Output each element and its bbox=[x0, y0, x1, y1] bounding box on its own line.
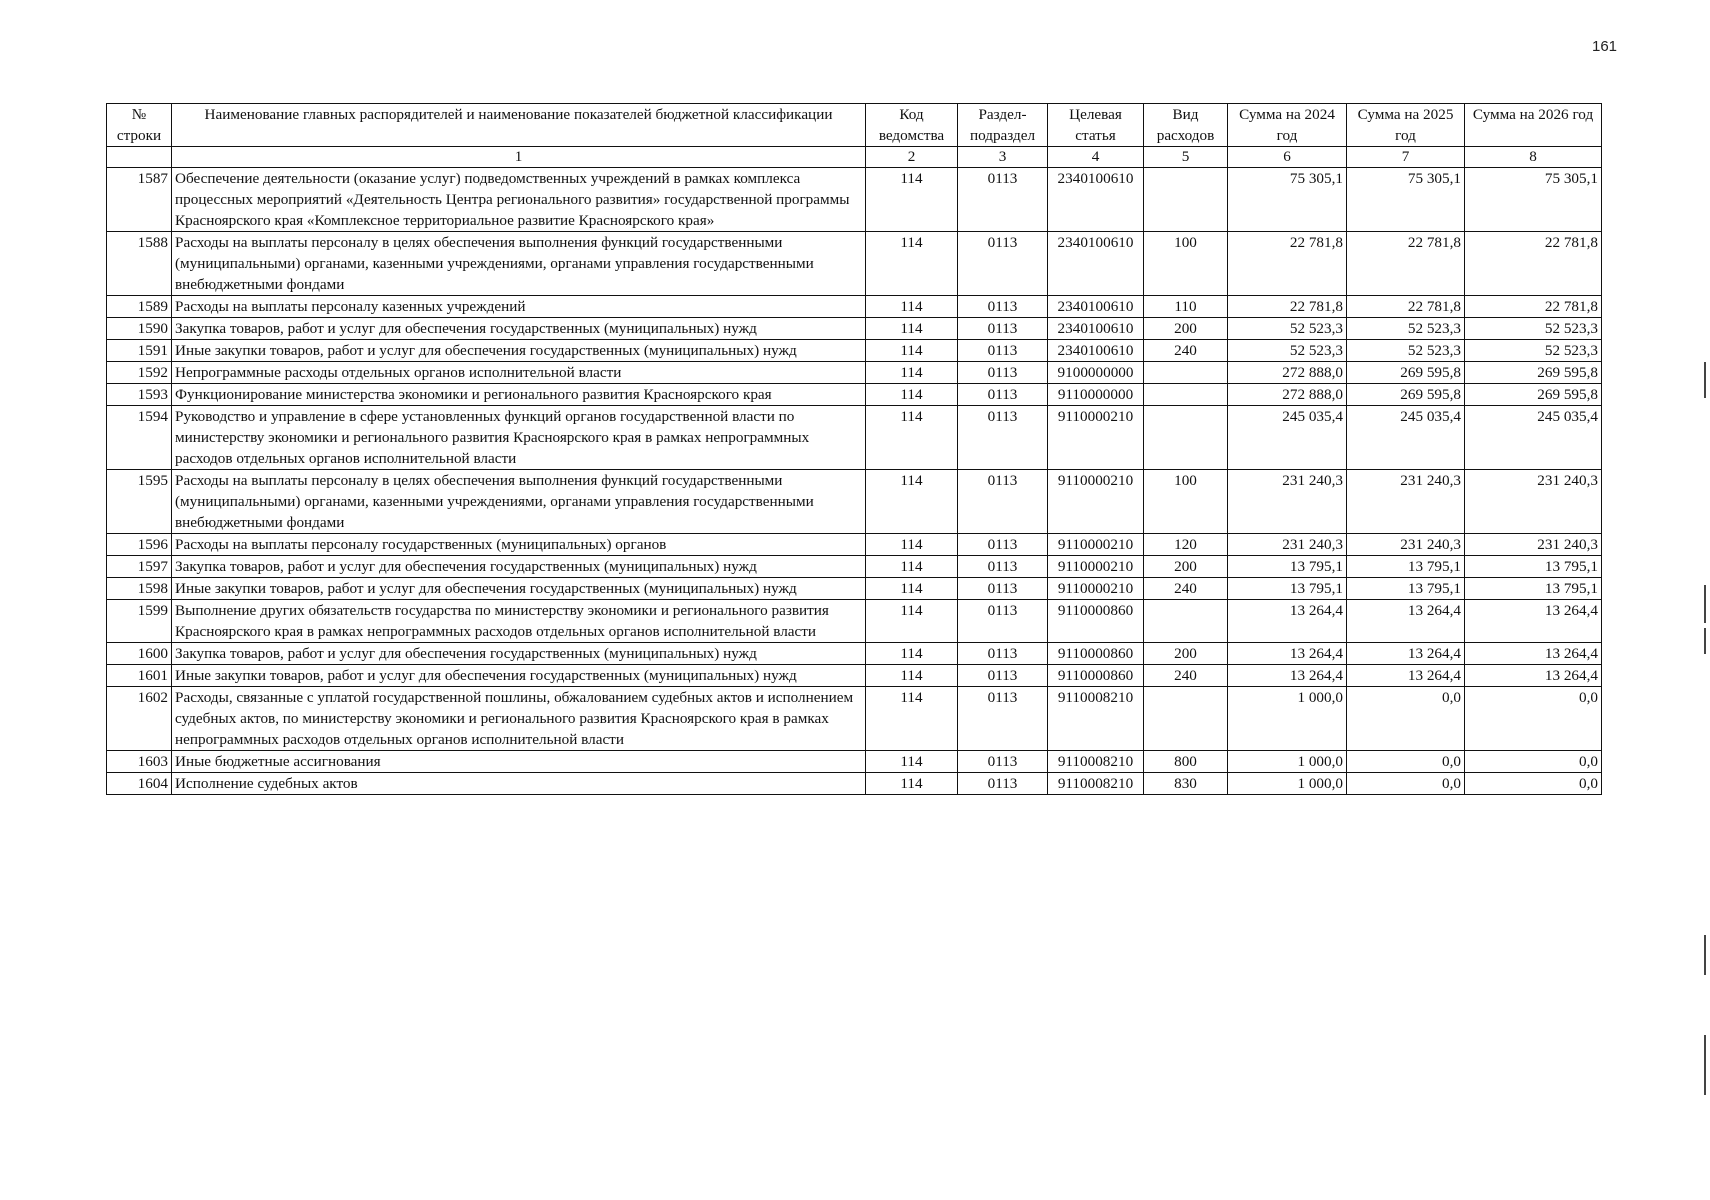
row-name: Исполнение судебных актов bbox=[172, 773, 866, 795]
table-row bbox=[107, 643, 1602, 665]
target-code: 9110000210 bbox=[1048, 578, 1144, 600]
row-number: 1603 bbox=[107, 751, 172, 773]
row-name: Выполнение других обязательств государства по министерству экономики и регионального развития Красноярского края в рамках непрограммных расходов отдельных органов исполнительной власти bbox=[172, 600, 866, 643]
sum-2025: 13 795,1 bbox=[1347, 578, 1465, 600]
sum-2024: 231 240,3 bbox=[1228, 470, 1347, 534]
header-sum-2025: Сумма на 2025 год bbox=[1347, 104, 1465, 147]
sum-2025: 52 523,3 bbox=[1347, 318, 1465, 340]
row-number: 1594 bbox=[107, 406, 172, 470]
sum-2025: 0,0 bbox=[1347, 773, 1465, 795]
header-name: Наименование главных распорядителей и наименование показателей бюджетной классификации bbox=[172, 104, 866, 147]
sum-2025: 22 781,8 bbox=[1347, 232, 1465, 296]
sum-2026: 13 795,1 bbox=[1465, 556, 1602, 578]
target-code: 2340100610 bbox=[1048, 232, 1144, 296]
table-row bbox=[107, 600, 1602, 643]
sum-2024: 272 888,0 bbox=[1228, 362, 1347, 384]
sum-2025: 13 264,4 bbox=[1347, 665, 1465, 687]
target-code: 9110000210 bbox=[1048, 556, 1144, 578]
section-code: 0113 bbox=[958, 578, 1048, 600]
section-code: 0113 bbox=[958, 340, 1048, 362]
row-number: 1596 bbox=[107, 534, 172, 556]
table-body bbox=[107, 168, 1602, 795]
sum-2026: 52 523,3 bbox=[1465, 340, 1602, 362]
table-row bbox=[107, 665, 1602, 687]
sum-2025: 0,0 bbox=[1347, 687, 1465, 751]
row-name: Обеспечение деятельности (оказание услуг) подведомственных учреждений в рамках комплекса процессных мероприятий «Деятельность Центра регионального развития» государственной программы Красноярского края «Комплексное территориальное развитие Красноярского края» bbox=[172, 168, 866, 232]
table-row bbox=[107, 556, 1602, 578]
expense-type: 200 bbox=[1144, 318, 1228, 340]
section-code: 0113 bbox=[958, 773, 1048, 795]
sum-2026: 269 595,8 bbox=[1465, 384, 1602, 406]
sum-2024: 13 795,1 bbox=[1228, 556, 1347, 578]
scan-mark bbox=[1704, 585, 1706, 623]
section-code: 0113 bbox=[958, 643, 1048, 665]
sum-2025: 13 264,4 bbox=[1347, 643, 1465, 665]
sum-2026: 231 240,3 bbox=[1465, 470, 1602, 534]
target-code: 9110000210 bbox=[1048, 534, 1144, 556]
row-number: 1602 bbox=[107, 687, 172, 751]
sum-2024: 22 781,8 bbox=[1228, 232, 1347, 296]
scan-mark bbox=[1704, 362, 1706, 398]
sum-2025: 269 595,8 bbox=[1347, 362, 1465, 384]
table-row bbox=[107, 362, 1602, 384]
sum-2026: 0,0 bbox=[1465, 773, 1602, 795]
target-code: 2340100610 bbox=[1048, 168, 1144, 232]
row-number: 1589 bbox=[107, 296, 172, 318]
dept-code: 114 bbox=[866, 362, 958, 384]
row-name: Закупка товаров, работ и услуг для обеспечения государственных (муниципальных) нужд bbox=[172, 556, 866, 578]
budget-table bbox=[106, 103, 1602, 795]
column-index-blank bbox=[107, 147, 172, 168]
target-code: 9110000210 bbox=[1048, 406, 1144, 470]
table-row bbox=[107, 578, 1602, 600]
sum-2024: 13 795,1 bbox=[1228, 578, 1347, 600]
row-name: Расходы на выплаты персоналу в целях обеспечения выполнения функций государственными (муниципальными) органами, казенными учреждениями, органами управления государственными внебюджетными фондами bbox=[172, 470, 866, 534]
sum-2026: 231 240,3 bbox=[1465, 534, 1602, 556]
section-code: 0113 bbox=[958, 665, 1048, 687]
sum-2025: 52 523,3 bbox=[1347, 340, 1465, 362]
scan-mark bbox=[1704, 628, 1706, 654]
expense-type: 200 bbox=[1144, 643, 1228, 665]
sum-2025: 13 264,4 bbox=[1347, 600, 1465, 643]
expense-type: 240 bbox=[1144, 340, 1228, 362]
expense-type: 120 bbox=[1144, 534, 1228, 556]
sum-2025: 0,0 bbox=[1347, 751, 1465, 773]
section-code: 0113 bbox=[958, 556, 1048, 578]
expense-type: 110 bbox=[1144, 296, 1228, 318]
expense-type bbox=[1144, 600, 1228, 643]
row-number: 1593 bbox=[107, 384, 172, 406]
expense-type: 200 bbox=[1144, 556, 1228, 578]
dept-code: 114 bbox=[866, 406, 958, 470]
sum-2025: 245 035,4 bbox=[1347, 406, 1465, 470]
expense-type bbox=[1144, 168, 1228, 232]
dept-code: 114 bbox=[866, 687, 958, 751]
dept-code: 114 bbox=[866, 168, 958, 232]
target-code: 9110000860 bbox=[1048, 600, 1144, 643]
expense-type: 100 bbox=[1144, 470, 1228, 534]
table-row bbox=[107, 470, 1602, 534]
row-number: 1595 bbox=[107, 470, 172, 534]
expense-type bbox=[1144, 406, 1228, 470]
table-header bbox=[107, 104, 1602, 168]
sum-2024: 52 523,3 bbox=[1228, 318, 1347, 340]
sum-2025: 231 240,3 bbox=[1347, 534, 1465, 556]
table-row bbox=[107, 340, 1602, 362]
expense-type bbox=[1144, 384, 1228, 406]
table-row bbox=[107, 751, 1602, 773]
dept-code: 114 bbox=[866, 534, 958, 556]
target-code: 9110000210 bbox=[1048, 470, 1144, 534]
sum-2024: 13 264,4 bbox=[1228, 600, 1347, 643]
sum-2024: 272 888,0 bbox=[1228, 384, 1347, 406]
column-index: 8 bbox=[1465, 147, 1602, 168]
sum-2026: 13 264,4 bbox=[1465, 643, 1602, 665]
scan-mark bbox=[1704, 1035, 1706, 1095]
page-number: 161 bbox=[1592, 38, 1618, 55]
table-row bbox=[107, 318, 1602, 340]
column-index: 4 bbox=[1048, 147, 1144, 168]
row-number: 1587 bbox=[107, 168, 172, 232]
dept-code: 114 bbox=[866, 773, 958, 795]
dept-code: 114 bbox=[866, 232, 958, 296]
sum-2024: 231 240,3 bbox=[1228, 534, 1347, 556]
target-code: 9100000000 bbox=[1048, 362, 1144, 384]
row-name: Непрограммные расходы отдельных органов исполнительной власти bbox=[172, 362, 866, 384]
column-index: 5 bbox=[1144, 147, 1228, 168]
row-number: 1588 bbox=[107, 232, 172, 296]
dept-code: 114 bbox=[866, 556, 958, 578]
table-row bbox=[107, 687, 1602, 751]
row-number: 1601 bbox=[107, 665, 172, 687]
target-code: 2340100610 bbox=[1048, 340, 1144, 362]
target-code: 9110008210 bbox=[1048, 687, 1144, 751]
section-code: 0113 bbox=[958, 362, 1048, 384]
row-name: Руководство и управление в сфере установленных функций органов государственной власти по министерству экономики и регионального развития Красноярского края в рамках непрограммных расходов отдельных органов исполнительной власти bbox=[172, 406, 866, 470]
header-sum-2026: Сумма на 2026 год bbox=[1465, 104, 1602, 147]
expense-type bbox=[1144, 362, 1228, 384]
table-row bbox=[107, 534, 1602, 556]
sum-2024: 13 264,4 bbox=[1228, 643, 1347, 665]
table-row bbox=[107, 232, 1602, 296]
column-index: 3 bbox=[958, 147, 1048, 168]
row-name: Иные бюджетные ассигнования bbox=[172, 751, 866, 773]
sum-2024: 52 523,3 bbox=[1228, 340, 1347, 362]
row-name: Расходы, связанные с уплатой государственной пошлины, обжалованием судебных актов и исполнением судебных актов, по министерству экономики и регионального развития Красноярского края в рамках непрограммных расходов отдельных органов исполнительной власти bbox=[172, 687, 866, 751]
section-code: 0113 bbox=[958, 318, 1048, 340]
section-code: 0113 bbox=[958, 296, 1048, 318]
target-code: 9110000860 bbox=[1048, 665, 1144, 687]
row-name: Функционирование министерства экономики и регионального развития Красноярского края bbox=[172, 384, 866, 406]
row-number: 1604 bbox=[107, 773, 172, 795]
column-index: 7 bbox=[1347, 147, 1465, 168]
row-number: 1591 bbox=[107, 340, 172, 362]
target-code: 9110008210 bbox=[1048, 773, 1144, 795]
dept-code: 114 bbox=[866, 665, 958, 687]
sum-2024: 1 000,0 bbox=[1228, 773, 1347, 795]
target-code: 2340100610 bbox=[1048, 318, 1144, 340]
section-code: 0113 bbox=[958, 687, 1048, 751]
dept-code: 114 bbox=[866, 470, 958, 534]
header-row-no: № строки bbox=[107, 104, 172, 147]
table-row bbox=[107, 296, 1602, 318]
row-name: Иные закупки товаров, работ и услуг для обеспечения государственных (муниципальных) нужд bbox=[172, 340, 866, 362]
section-code: 0113 bbox=[958, 600, 1048, 643]
expense-type: 240 bbox=[1144, 578, 1228, 600]
header-section: Раздел-подраздел bbox=[958, 104, 1048, 147]
sum-2026: 245 035,4 bbox=[1465, 406, 1602, 470]
sum-2025: 231 240,3 bbox=[1347, 470, 1465, 534]
scan-edge-marks bbox=[1700, 0, 1710, 1200]
sum-2026: 0,0 bbox=[1465, 751, 1602, 773]
target-code: 9110000860 bbox=[1048, 643, 1144, 665]
section-code: 0113 bbox=[958, 232, 1048, 296]
column-index: 6 bbox=[1228, 147, 1347, 168]
sum-2026: 0,0 bbox=[1465, 687, 1602, 751]
row-name: Расходы на выплаты персоналу казенных учреждений bbox=[172, 296, 866, 318]
sum-2024: 245 035,4 bbox=[1228, 406, 1347, 470]
target-code: 2340100610 bbox=[1048, 296, 1144, 318]
row-name: Расходы на выплаты персоналу в целях обеспечения выполнения функций государственными (муниципальными) органами, казенными учреждениями, органами управления государственными внебюджетными фондами bbox=[172, 232, 866, 296]
expense-type: 240 bbox=[1144, 665, 1228, 687]
sum-2026: 13 264,4 bbox=[1465, 665, 1602, 687]
sum-2026: 13 264,4 bbox=[1465, 600, 1602, 643]
row-name: Закупка товаров, работ и услуг для обеспечения государственных (муниципальных) нужд bbox=[172, 318, 866, 340]
row-number: 1590 bbox=[107, 318, 172, 340]
section-code: 0113 bbox=[958, 384, 1048, 406]
sum-2026: 13 795,1 bbox=[1465, 578, 1602, 600]
row-name: Иные закупки товаров, работ и услуг для обеспечения государственных (муниципальных) нужд bbox=[172, 578, 866, 600]
dept-code: 114 bbox=[866, 578, 958, 600]
expense-type: 800 bbox=[1144, 751, 1228, 773]
row-name: Расходы на выплаты персоналу государственных (муниципальных) органов bbox=[172, 534, 866, 556]
sum-2025: 22 781,8 bbox=[1347, 296, 1465, 318]
dept-code: 114 bbox=[866, 296, 958, 318]
sum-2025: 13 795,1 bbox=[1347, 556, 1465, 578]
table-row bbox=[107, 773, 1602, 795]
expense-type: 830 bbox=[1144, 773, 1228, 795]
row-name: Иные закупки товаров, работ и услуг для обеспечения государственных (муниципальных) нужд bbox=[172, 665, 866, 687]
row-number: 1597 bbox=[107, 556, 172, 578]
sum-2024: 1 000,0 bbox=[1228, 751, 1347, 773]
dept-code: 114 bbox=[866, 600, 958, 643]
section-code: 0113 bbox=[958, 534, 1048, 556]
section-code: 0113 bbox=[958, 470, 1048, 534]
sum-2026: 52 523,3 bbox=[1465, 318, 1602, 340]
sum-2024: 1 000,0 bbox=[1228, 687, 1347, 751]
section-code: 0113 bbox=[958, 406, 1048, 470]
sum-2024: 75 305,1 bbox=[1228, 168, 1347, 232]
table-row bbox=[107, 168, 1602, 232]
dept-code: 114 bbox=[866, 384, 958, 406]
header-row bbox=[107, 104, 1602, 147]
row-number: 1600 bbox=[107, 643, 172, 665]
target-code: 9110008210 bbox=[1048, 751, 1144, 773]
header-target: Целевая статья bbox=[1048, 104, 1144, 147]
dept-code: 114 bbox=[866, 751, 958, 773]
row-name: Закупка товаров, работ и услуг для обеспечения государственных (муниципальных) нужд bbox=[172, 643, 866, 665]
sum-2024: 22 781,8 bbox=[1228, 296, 1347, 318]
column-index: 2 bbox=[866, 147, 958, 168]
row-number: 1592 bbox=[107, 362, 172, 384]
sum-2026: 75 305,1 bbox=[1465, 168, 1602, 232]
section-code: 0113 bbox=[958, 168, 1048, 232]
header-expense-type: Вид расходов bbox=[1144, 104, 1228, 147]
sum-2026: 269 595,8 bbox=[1465, 362, 1602, 384]
row-number: 1599 bbox=[107, 600, 172, 643]
sum-2025: 75 305,1 bbox=[1347, 168, 1465, 232]
sum-2024: 13 264,4 bbox=[1228, 665, 1347, 687]
sum-2026: 22 781,8 bbox=[1465, 296, 1602, 318]
expense-type bbox=[1144, 687, 1228, 751]
dept-code: 114 bbox=[866, 643, 958, 665]
table-row bbox=[107, 406, 1602, 470]
dept-code: 114 bbox=[866, 340, 958, 362]
header-dept-code: Код ведомства bbox=[866, 104, 958, 147]
header-sum-2024: Сумма на 2024 год bbox=[1228, 104, 1347, 147]
row-number: 1598 bbox=[107, 578, 172, 600]
column-index: 1 bbox=[172, 147, 866, 168]
table-row bbox=[107, 384, 1602, 406]
target-code: 9110000000 bbox=[1048, 384, 1144, 406]
section-code: 0113 bbox=[958, 751, 1048, 773]
sum-2026: 22 781,8 bbox=[1465, 232, 1602, 296]
dept-code: 114 bbox=[866, 318, 958, 340]
scan-mark bbox=[1704, 935, 1706, 975]
expense-type: 100 bbox=[1144, 232, 1228, 296]
sum-2025: 269 595,8 bbox=[1347, 384, 1465, 406]
column-index-row bbox=[107, 147, 1602, 168]
